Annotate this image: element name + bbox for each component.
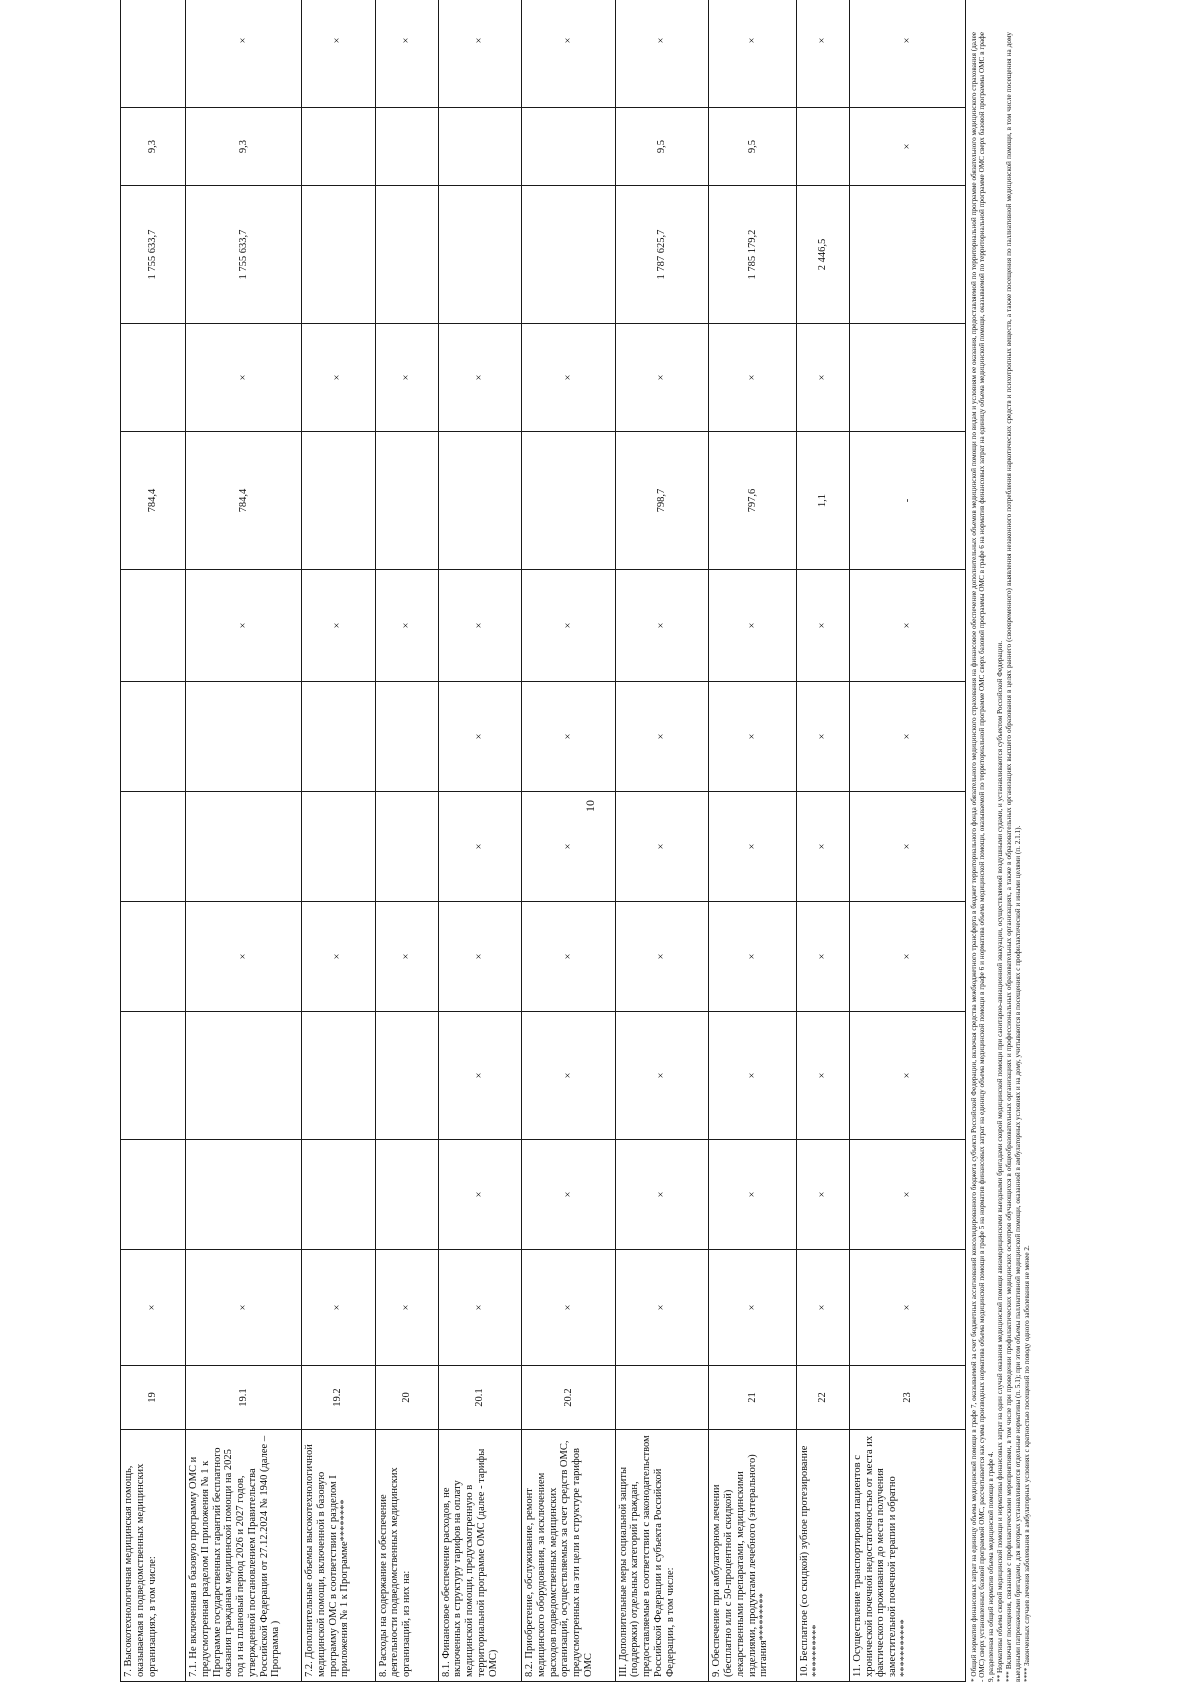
cell-c3: × [438, 1250, 521, 1366]
row-label: III. Дополнительные меры социальной защиты (поддержки) отдельных категорий граждан, предоставляемые в соответствии с законодательством Российской Федерации и субъекта Российской Федерации, в том числе: [615, 1430, 709, 1682]
cell-c14: × [849, 0, 965, 108]
cell-c4: × [522, 1140, 616, 1250]
cell-c3: × [302, 1250, 375, 1366]
cell-c11: × [709, 324, 797, 432]
cell-c9: × [302, 570, 375, 682]
cell-c13: 9,5 [615, 108, 709, 186]
cell-c13 [375, 108, 438, 186]
cell-c13 [438, 108, 521, 186]
row-code: 21 [709, 1366, 797, 1430]
cell-c11 [121, 324, 186, 432]
table-row [186, 0, 302, 1682]
row-label: 11. Осуществление транспортировки пациентов с хронической почечной недостаточностью от места их фактического проживания до места получения заместительной почечной терапии и обратно *********** [849, 1430, 965, 1682]
cell-c7: × [796, 792, 849, 902]
cell-c14: × [615, 0, 709, 108]
row-label: 7. Высокотехнологичная медицинская помощь, оказываемая в подведомственных медицинских организациях, в том числе: [121, 1430, 186, 1682]
cell-c10 [375, 432, 438, 570]
cell-c7: × [522, 792, 616, 902]
cell-c11: × [615, 324, 709, 432]
cell-c5: × [438, 1012, 521, 1140]
cell-c6: × [522, 902, 616, 1012]
cell-c7: × [709, 792, 797, 902]
footnote: *** Включает посещения, связанные с профилактическими мероприятиями, в том числе при проведении профилактических медицинских осмотров обучающихся в общеобразовательных организациях и профессиональных образовательных организациях, а также в образовательных организациях высшего образования в целях раннего (своевременного) выявления незаконного потребления наркотических средств и психотропных веществ, а также посещения по паллиативной медицинской помощи, в том числе посещения на дому выездными патронажными бригадами, для которых устанавливаются отдельные нормативы (п. 5.1); при этом объемы паллиативной медицинской помощи, оказанной в амбулаторных условиях и на дому, учитываются в посещениях с профилактической и иными целями (п. 2.1.1). [1005, 32, 1022, 1682]
cell-c6: × [186, 902, 302, 1012]
cell-c14: × [186, 0, 302, 108]
cell-c4 [302, 1140, 375, 1250]
cell-c5: × [849, 1012, 965, 1140]
cell-c14: × [709, 0, 797, 108]
table-row [796, 0, 849, 1682]
cell-c12: 1 755 633,7 [121, 186, 186, 324]
cell-c7 [302, 792, 375, 902]
cell-c13: × [849, 108, 965, 186]
cell-c10: 784,4 [121, 432, 186, 570]
table-body [121, 0, 966, 1682]
cell-c9: × [709, 570, 797, 682]
table-row [375, 0, 438, 1682]
cell-c3: × [709, 1250, 797, 1366]
cell-c8 [121, 682, 186, 792]
cell-c8: × [522, 682, 616, 792]
cell-c14: × [375, 0, 438, 108]
cell-c8 [186, 682, 302, 792]
row-code: 20.2 [522, 1366, 616, 1430]
cell-c13 [796, 108, 849, 186]
cell-c4: × [796, 1140, 849, 1250]
cell-c6 [121, 902, 186, 1012]
cell-c14: × [796, 0, 849, 108]
cell-c14: × [302, 0, 375, 108]
row-code: 19.2 [302, 1366, 375, 1430]
cell-c3: × [796, 1250, 849, 1366]
cell-c7 [186, 792, 302, 902]
cell-c13: 9,5 [709, 108, 797, 186]
table-row [302, 0, 375, 1682]
page-number: 10 [583, 800, 597, 812]
cell-c12: 1 755 633,7 [186, 186, 302, 324]
cell-c14: × [522, 0, 616, 108]
cell-c4 [121, 1140, 186, 1250]
cell-c8: × [615, 682, 709, 792]
cell-c3: × [186, 1250, 302, 1366]
cell-c7 [121, 792, 186, 902]
cell-c6: × [375, 902, 438, 1012]
cell-c8 [302, 682, 375, 792]
row-code: 20 [375, 1366, 438, 1430]
row-label: 8.1. Финансовое обеспечение расходов, не включенных в структуру тарифов на оплату медицинской помощи, предусмотренную в территориальной программе ОМС (далее - тарифы ОМС) [438, 1430, 521, 1682]
cell-c12 [522, 186, 616, 324]
cell-c7 [375, 792, 438, 902]
cell-c10: 1,1 [796, 432, 849, 570]
cell-c8: × [796, 682, 849, 792]
table-row [438, 0, 521, 1682]
row-label: 7.1. Не включенная в базовую программу ОМС и предусмотренная разделом II приложения № 1 к Программе государственных гарантий бесплатного оказания гражданам медицинской помощи на 2025 год и на плановый период 2026 и 2027 годов, утвержденной постановлением Правительства Российской Федерации от 27.12.2024 № 1940 (далее – Программа ) [186, 1430, 302, 1682]
row-label: 10. Бесплатное (со скидкой) зубное протезирование ********** [796, 1430, 849, 1682]
cell-c3: × [522, 1250, 616, 1366]
cell-c12: 2 446,5 [796, 186, 849, 324]
footnote: ** Нормативы объема скорой медицинской помощи и нормативы финансовых затрат на один случай оказания медицинской помощи авиамедицинскими выездными бригадами скорой медицинской помощи при санитарно-авиационной эвакуации, осуществляемой воздушными судами, и устанавливаются субъектом Российской Федерации. [996, 640, 1005, 1682]
cell-c9 [121, 570, 186, 682]
cell-c11 [849, 324, 965, 432]
cell-c5: × [522, 1012, 616, 1140]
cell-c3: × [121, 1250, 186, 1366]
cell-c13 [302, 108, 375, 186]
cell-c4 [186, 1140, 302, 1250]
table-row [121, 0, 186, 1682]
table-row [522, 0, 616, 1682]
cell-c7: × [849, 792, 965, 902]
cell-c9: × [796, 570, 849, 682]
cell-c9: × [438, 570, 521, 682]
cell-c4: × [709, 1140, 797, 1250]
cell-c5: × [615, 1012, 709, 1140]
cell-c11: × [375, 324, 438, 432]
cell-c13 [522, 108, 616, 186]
row-label: 8. Расходы на содержание и обеспечение деятельности подведомственных медицинских организаций, из них на: [375, 1430, 438, 1682]
footnote: * Общий норматив финансовых затрат на единицу объема медицинской помощи в графе 7, оказываемой за счет бюджетных ассигнований консолидированного бюджета субъекта Российской Федерации, включая средства межбюджетного трансферта в бюджет территориального фонда обязательного медицинского страхования на финансовое обеспечение дополнительных объемов медицинской помощи по видам и условиям ее оказания, предоставляемой по территориальной программе обязательного медицинского страхования (далее - ОМС) сверх установленных базовой программой ОМС, рассчитывается как сумма производных норматива объема медицинской помощи в графе 5 на норматив финансовых затрат на единицу объема медицинской помощи в графе 6 и норматива объема медицинской помощи, оказываемой по территориальной программе ОМС сверх базовой программы ОМС в графе 6 на норматив финансовых затрат на единицу объема медицинской помощи, оказываемой по территориальной программе ОМС сверх базовой программы ОМС в графе 9, разделенная на общий норматив объема медицинской помощи в графе 4. [970, 32, 995, 1682]
footnote: **** Законченных случаев лечения заболевания в амбулаторных условиях с кратностью посещений по поводу одного заболевания не менее 2. [1023, 1245, 1032, 1682]
row-code: 23 [849, 1366, 965, 1430]
cell-c9: × [615, 570, 709, 682]
cell-c11: × [302, 324, 375, 432]
table-row [615, 0, 709, 1682]
cell-c6: × [796, 902, 849, 1012]
cell-c12 [375, 186, 438, 324]
cell-c9: × [375, 570, 438, 682]
cell-c10: 798,7 [615, 432, 709, 570]
cell-c5 [121, 1012, 186, 1140]
cell-c12 [302, 186, 375, 324]
cell-c5: × [796, 1012, 849, 1140]
cell-c11: × [796, 324, 849, 432]
cell-c3: × [849, 1250, 965, 1366]
cell-c12: 1 787 625,7 [615, 186, 709, 324]
row-code [615, 1366, 709, 1430]
cell-c4: × [849, 1140, 965, 1250]
table-row [709, 0, 797, 1682]
cell-c6: × [302, 902, 375, 1012]
cell-c8 [375, 682, 438, 792]
cell-c6: × [709, 902, 797, 1012]
cell-c8: × [438, 682, 521, 792]
cell-c6: × [438, 902, 521, 1012]
row-label: 7.2. Дополнительные объемы высокотехнологичной медицинской помощи, включенной в базовую программу ОМС в соответствии с разделом I приложения № 1 к Программе******** [302, 1430, 375, 1682]
cell-c5 [375, 1012, 438, 1140]
cell-c7: × [438, 792, 521, 902]
row-label: 8.2. Приобретение, обслуживание, ремонт медицинского оборудования, за исключением расходов подведомственных медицинских организаций, осуществляемых за счет средств ОМС, предусмотренных на эти цели в структуре тарифов ОМС [522, 1430, 616, 1682]
cell-c5 [186, 1012, 302, 1140]
cell-c11: × [522, 324, 616, 432]
row-code: 20.1 [438, 1366, 521, 1430]
cell-c9: × [522, 570, 616, 682]
rotated-page-content [120, 32, 1080, 1682]
row-code: 22 [796, 1366, 849, 1430]
cell-c13: 9,3 [121, 108, 186, 186]
cell-c10: - [849, 432, 965, 570]
cell-c10 [438, 432, 521, 570]
cell-c6: × [615, 902, 709, 1012]
table-row [849, 0, 965, 1682]
cell-c5: × [709, 1012, 797, 1140]
cell-c14 [121, 0, 186, 108]
cell-c4: × [615, 1140, 709, 1250]
cell-c10: 784,4 [186, 432, 302, 570]
cell-c12 [849, 186, 965, 324]
cell-c8: × [849, 682, 965, 792]
cell-c14: × [438, 0, 521, 108]
financing-table [120, 0, 966, 1682]
cell-c11: × [438, 324, 521, 432]
cell-c10: 797,6 [709, 432, 797, 570]
cell-c13: 9,3 [186, 108, 302, 186]
cell-c12: 1 785 179,2 [709, 186, 797, 324]
row-label: 9. Обеспечение при амбулаторном лечении (бесплатно или с 50-процентной скидкой) лекарственными препаратами, медицинскими изделиями, продуктами лечебного (энтерального) питания********* [709, 1430, 797, 1682]
cell-c3: × [615, 1250, 709, 1366]
cell-c7: × [615, 792, 709, 902]
cell-c4 [375, 1140, 438, 1250]
cell-c10 [522, 432, 616, 570]
row-code: 19.1 [186, 1366, 302, 1430]
cell-c9: × [186, 570, 302, 682]
cell-c8: × [709, 682, 797, 792]
cell-c9: × [849, 570, 965, 682]
cell-c3: × [375, 1250, 438, 1366]
cell-c4: × [438, 1140, 521, 1250]
footnotes [970, 32, 1031, 1682]
cell-c6: × [849, 902, 965, 1012]
cell-c11: × [186, 324, 302, 432]
cell-c10 [302, 432, 375, 570]
cell-c12 [438, 186, 521, 324]
row-code: 19 [121, 1366, 186, 1430]
cell-c5 [302, 1012, 375, 1140]
